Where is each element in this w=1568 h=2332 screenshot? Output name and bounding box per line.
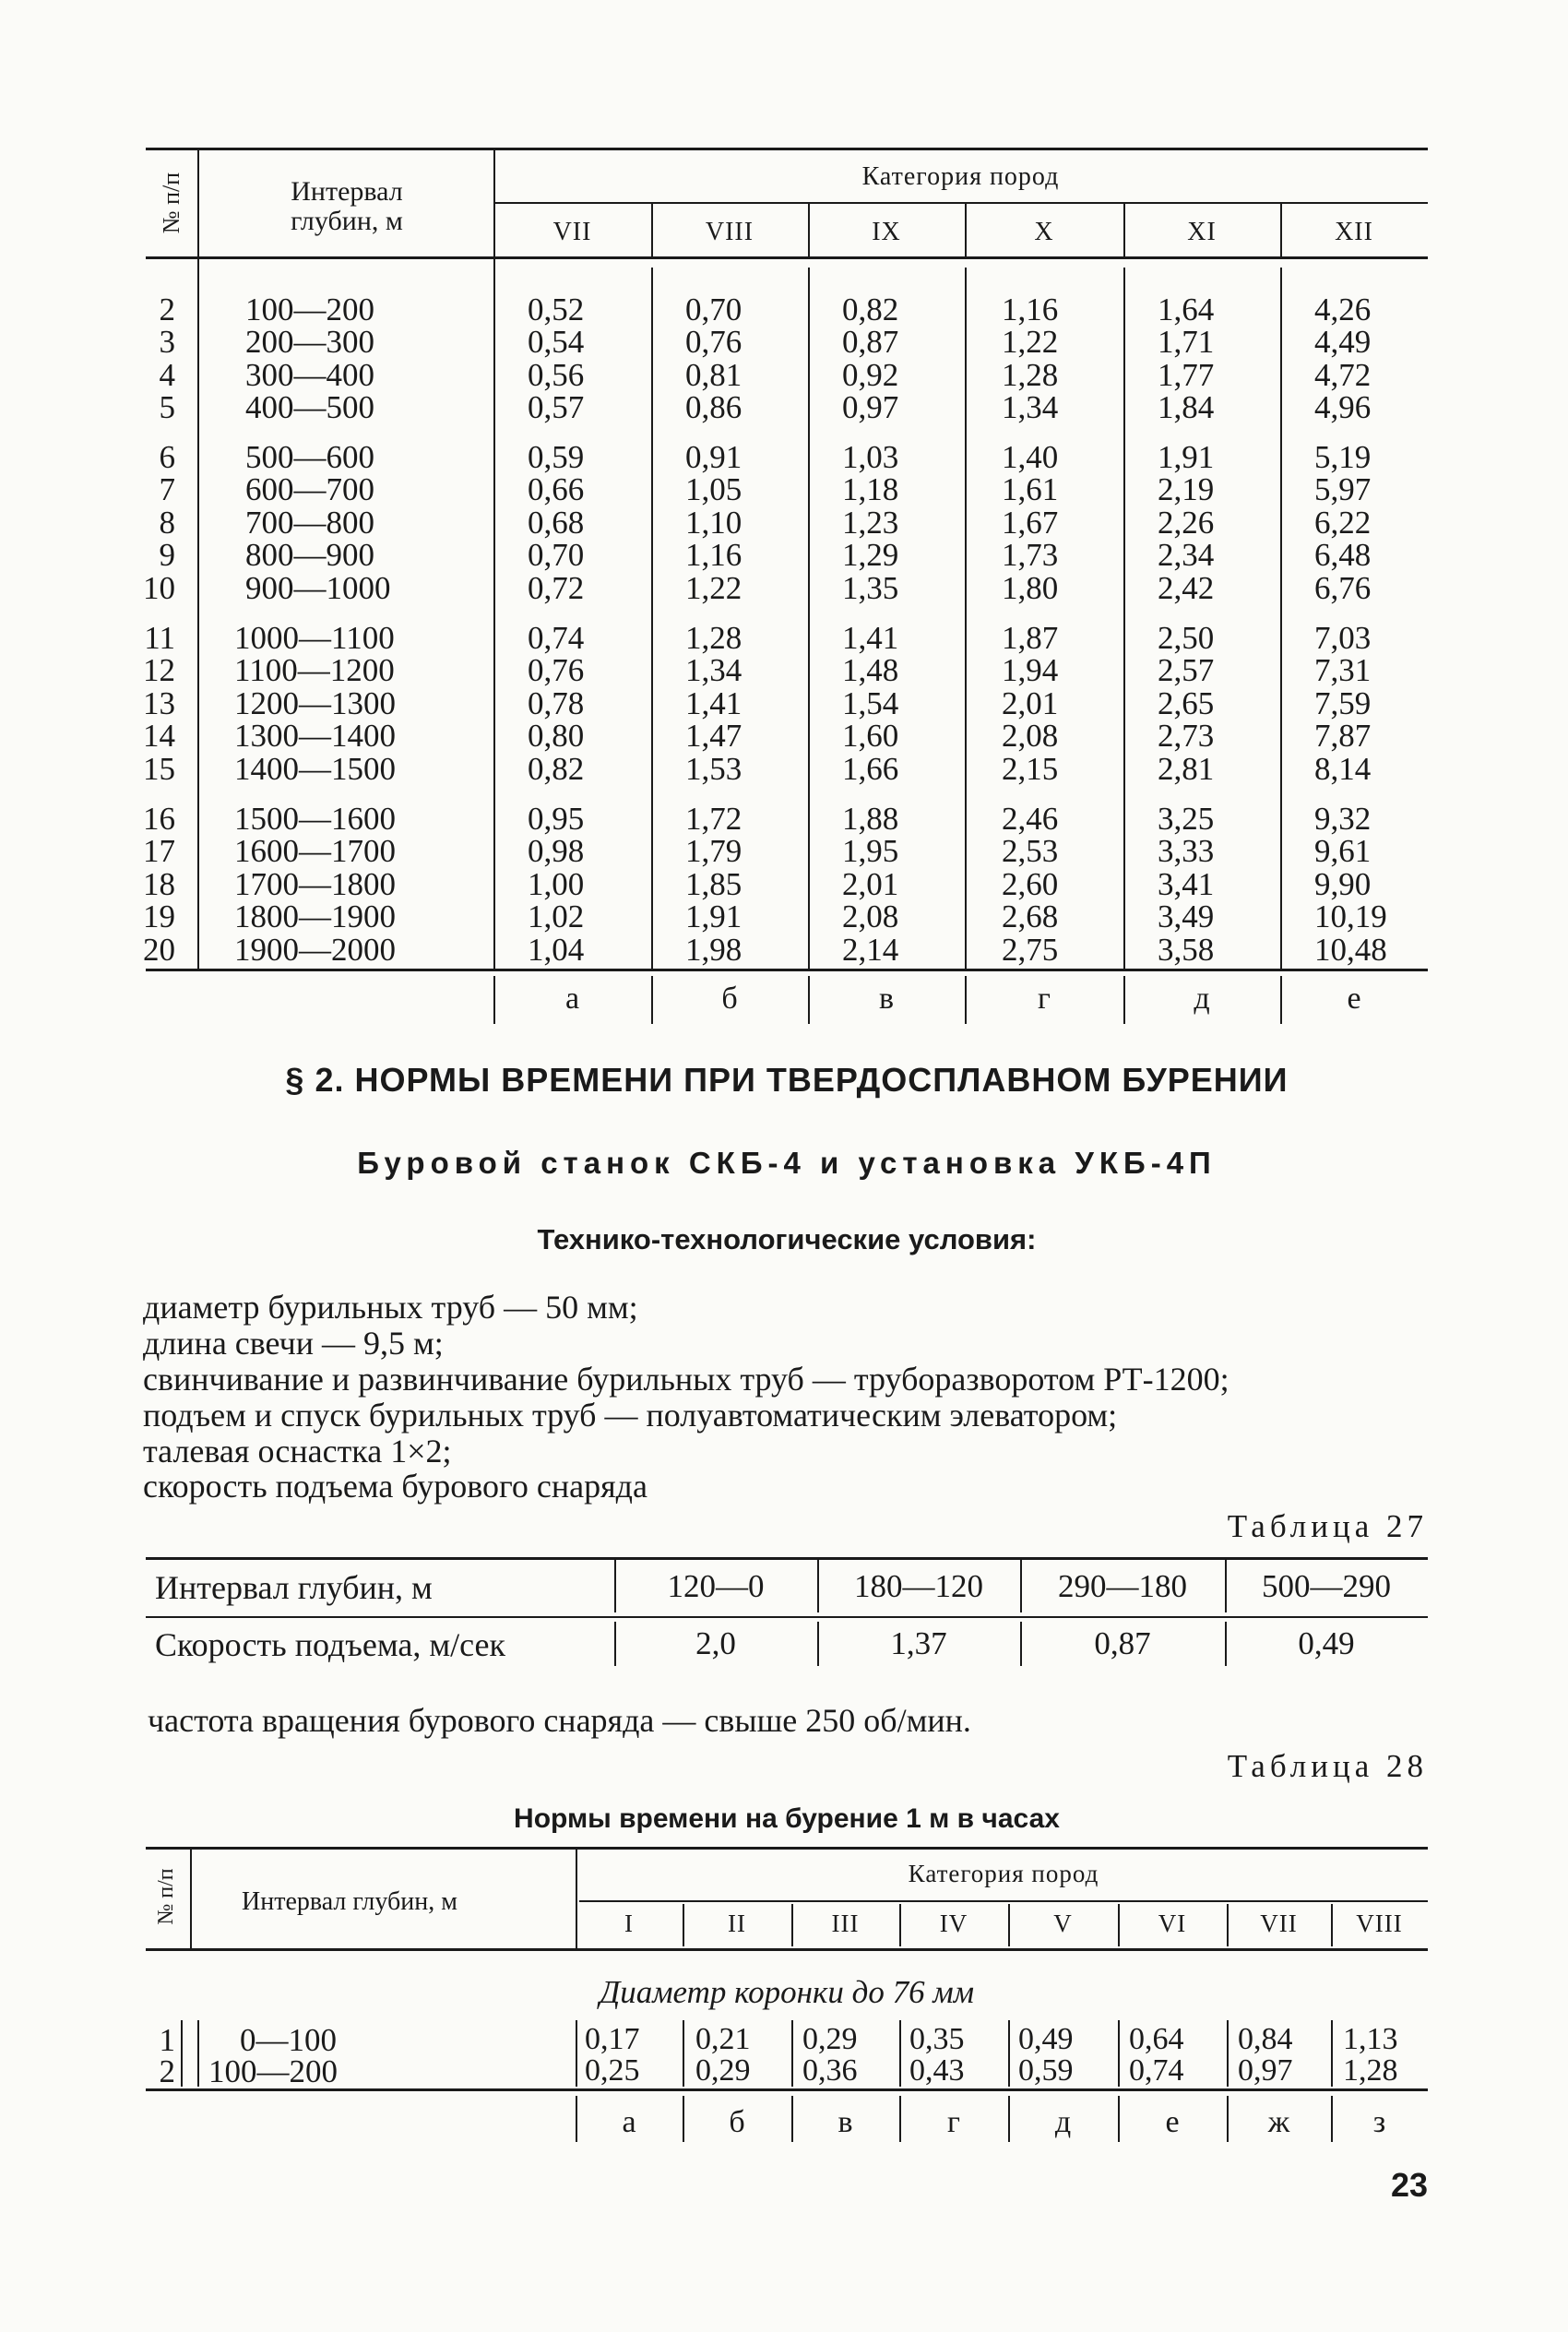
top-group-2-col-xii: 5,19 5,97 6,22 6,48 6,76 [1314,439,1372,606]
table27-row1-value: 290—180 [1058,1568,1187,1604]
top-group-3-col-ix: 1,41 1,48 1,54 1,60 1,66 [842,620,899,787]
section-subtitle: Буровой станок СКБ-4 и установка УКБ-4П [357,1146,1217,1180]
table27-rule-top [146,1557,1428,1560]
table28-footer-letter: з [1372,2105,1386,2139]
table28-cell: 0,29 [802,2022,858,2056]
table28-col-header: I [624,1910,634,1937]
top-group-4-col-x: 2,46 2,53 2,60 2,68 2,75 [1002,801,1059,968]
table27-row1-value: 180—120 [854,1568,983,1604]
table28-subheading: Диаметр коронки до 76 мм [599,1974,975,2010]
table27-row1-value: 120—0 [667,1568,765,1604]
top-footer-letter: в [878,982,895,1016]
table28-col-header: IV [939,1910,968,1937]
conditions-title: Технико-технологические условия: [537,1223,1037,1255]
table28-label: Таблица 28 [1227,1748,1428,1784]
table28-category-header: Категория пород [908,1860,1099,1887]
top-group-2-nums: 6 7 8 9 10 [143,439,175,606]
condition-item: свинчивание и развинчивание бурильных труб — труборазворотом РТ-1200; [143,1361,1229,1398]
table28-cell: 0,25 [585,2053,640,2088]
table28-row-num: 2 [159,2053,175,2089]
top-col-header: XI [1187,218,1217,246]
top-table-vline-b1 [651,268,653,969]
table28-num-header: № п/п [154,1868,178,1925]
table28-body-vline [899,2020,901,2087]
top-category-header: Категория пород [861,162,1060,191]
top-group-2-col-ix: 1,03 1,18 1,23 1,29 1,35 [842,439,899,606]
top-group-3-nums: 11 12 13 14 15 [143,620,175,787]
top-group-4-col-ix: 1,88 1,95 2,01 2,08 2,14 [842,801,899,968]
top-group-3-col-vii: 0,74 0,76 0,78 0,80 0,82 [528,620,585,787]
table28-rule-header [146,1948,1428,1951]
top-table-rule-category [493,202,1428,204]
table28-footer-letter: в [837,2105,853,2139]
table28-title: Нормы времени на бурение 1 м в часах [514,1803,1060,1834]
table28-cell: 0,29 [695,2053,751,2088]
top-table-vline-b3 [965,268,967,969]
top-group-1-nums: 2 3 4 5 [159,292,175,426]
rotation-text: частота вращения бурового снаряда — свыше 250 об/мин. [148,1702,971,1739]
table28-cell: 0,35 [909,2022,965,2056]
conditions-list [143,1290,1229,1469]
table27-row1-label: Интервал глубин, м [155,1569,433,1606]
speed-intro: скорость подъема бурового снаряда [143,1468,647,1505]
top-interval-header: Интервал глубин, м [291,176,403,236]
table28-body-vline [683,2020,684,2087]
table28-cell: 0,49 [1018,2022,1074,2056]
table28-footer-letter: д [1054,2105,1072,2139]
top-col-header: XII [1335,218,1373,246]
top-table-vline-num [197,148,199,969]
table28-col-header: II [728,1910,746,1937]
table28-rule-bottom [146,2088,1428,2091]
table28-body-vline [1331,2020,1333,2087]
top-footer-letter: г [1038,982,1051,1016]
top-group-2-intervals: 500—600 600—700 700—800 800—900 900—1000 [245,439,391,606]
table28-footer-letter: ж [1267,2105,1290,2139]
table28-body-vline [576,2020,577,2087]
table28-rule-category [579,1900,1428,1902]
table28-cell: 0,64 [1129,2022,1184,2056]
table27-label: Таблица 27 [1227,1508,1428,1544]
top-group-2-col-viii: 0,91 1,05 1,10 1,16 1,22 [685,439,742,606]
table28-row-interval: 0—100 [240,2022,337,2058]
table28-cell: 0,97 [1238,2053,1293,2088]
table27-row2-value: 2,0 [695,1625,736,1661]
top-group-3-intervals: 1000—1100 1100—1200 1200—1300 1300—1400 1400—1500 [234,620,396,787]
top-table-vline-b4 [1123,268,1125,969]
table28-col-header: V [1053,1910,1073,1937]
top-group-4-intervals: 1500—1600 1600—1700 1700—1800 1800—1900 1900—2000 [234,801,396,968]
table28-col-header: VII [1260,1910,1298,1937]
top-group-2-col-vii: 0,59 0,66 0,68 0,70 0,72 [528,439,585,606]
table28-col-header: III [831,1910,860,1937]
table28-row-num: 1 [159,2022,175,2058]
top-group-1-col-x: 1,16 1,22 1,28 1,34 [1002,292,1059,426]
top-group-1-col-ix: 0,82 0,87 0,92 0,97 [842,292,899,426]
table27-row2-label: Скорость подъема, м/сек [155,1626,506,1663]
top-footer-letter: е [1347,982,1361,1016]
table28-cell: 1,13 [1343,2022,1398,2056]
table27-row2-value: 0,49 [1298,1625,1355,1661]
table27-row1-value: 500—290 [1262,1568,1391,1604]
page-number: 23 [1390,2166,1428,2204]
table28-vline-num [190,1849,192,1948]
top-group-3-col-xii: 7,03 7,31 7,59 7,87 8,14 [1314,620,1372,787]
table28-footer-letter: е [1165,2105,1180,2139]
table28-cell: 1,28 [1343,2053,1398,2088]
top-table-vline-b5 [1280,268,1282,969]
table28-body-vline [1227,2020,1229,2087]
top-group-4-col-xii: 9,32 9,61 9,90 10,19 10,48 [1314,801,1387,968]
top-table-rule-header [146,256,1428,259]
top-group-4-nums: 16 17 18 19 20 [143,801,175,968]
top-col-header: VII [552,218,592,246]
top-group-2-col-x: 1,40 1,61 1,67 1,73 1,80 [1002,439,1059,606]
table28-interval-header: Интервал глубин, м [242,1887,457,1916]
table27-row2-value: 0,87 [1094,1625,1151,1661]
top-group-1-intervals: 100—200 200—300 300—400 400—500 [245,292,374,426]
table28-col-header: VI [1158,1910,1187,1937]
top-group-1-col-vii: 0,52 0,54 0,56 0,57 [528,292,585,426]
top-group-1-col-viii: 0,70 0,76 0,81 0,86 [685,292,742,426]
top-footer-letter: д [1194,982,1210,1016]
top-footer-letter: а [564,982,580,1016]
table28-rule-top [146,1847,1428,1850]
top-group-2-col-xi: 1,91 2,19 2,26 2,34 2,42 [1158,439,1215,606]
top-table-rule-bottom [146,969,1428,971]
table28-body-vline [791,2020,793,2087]
top-group-3-col-x: 1,87 1,94 2,01 2,08 2,15 [1002,620,1059,787]
table28-body-vline [1008,2020,1010,2087]
top-table-vline-interval [493,148,495,969]
top-group-3-col-viii: 1,28 1,34 1,41 1,47 1,53 [685,620,742,787]
table28-footer-letter: б [729,2105,745,2139]
top-col-header: X [1034,218,1054,246]
table28-body-vline [181,2020,183,2087]
condition-item: длина свечи — 9,5 м; [143,1325,444,1362]
table28-footer-letter: а [622,2105,636,2139]
top-table-vline-b2 [808,268,810,969]
table28-row-interval: 100—200 [208,2053,338,2089]
section-title: § 2. НОРМЫ ВРЕМЕНИ ПРИ ТВЕРДОСПЛАВНОМ БУРЕНИИ [285,1061,1289,1099]
table28-cell: 0,74 [1129,2053,1184,2088]
table27-rule-mid [146,1616,1428,1618]
table28-cell: 0,36 [802,2053,858,2088]
top-num-header: № п/п [158,172,184,234]
top-footer-letter: б [721,982,738,1016]
top-group-4-col-xi: 3,25 3,33 3,41 3,49 3,58 [1158,801,1215,968]
table28-footer-letter: г [947,2105,960,2139]
top-col-header: VIII [705,218,754,246]
table28-body-vline [197,2020,199,2087]
top-group-1-col-xii: 4,26 4,49 4,72 4,96 [1314,292,1372,426]
top-group-4-col-viii: 1,72 1,79 1,85 1,91 1,98 [685,801,742,968]
condition-item: подъем и спуск бурильных труб — полуавтоматическим элеватором; [143,1397,1118,1434]
table28-cell: 0,21 [695,2022,751,2056]
table28-col-header: VIII [1356,1910,1403,1937]
table27-row2-value: 1,37 [890,1625,947,1661]
top-group-3-col-xi: 2,50 2,57 2,65 2,73 2,81 [1158,620,1215,787]
top-table-rule-top [146,148,1428,150]
condition-item: талевая оснастка 1×2; [143,1433,452,1469]
top-group-1-col-xi: 1,64 1,71 1,77 1,84 [1158,292,1215,426]
table28-cell: 0,17 [585,2022,640,2056]
table28-body-vline [1118,2020,1120,2087]
top-col-header: IX [872,218,901,246]
condition-item: диаметр бурильных труб — 50 мм; [143,1289,638,1326]
top-group-4-col-vii: 0,95 0,98 1,00 1,02 1,04 [528,801,585,968]
table28-cell: 0,43 [909,2053,965,2088]
table28-cell: 0,84 [1238,2022,1293,2056]
table28-cell: 0,59 [1018,2053,1074,2088]
